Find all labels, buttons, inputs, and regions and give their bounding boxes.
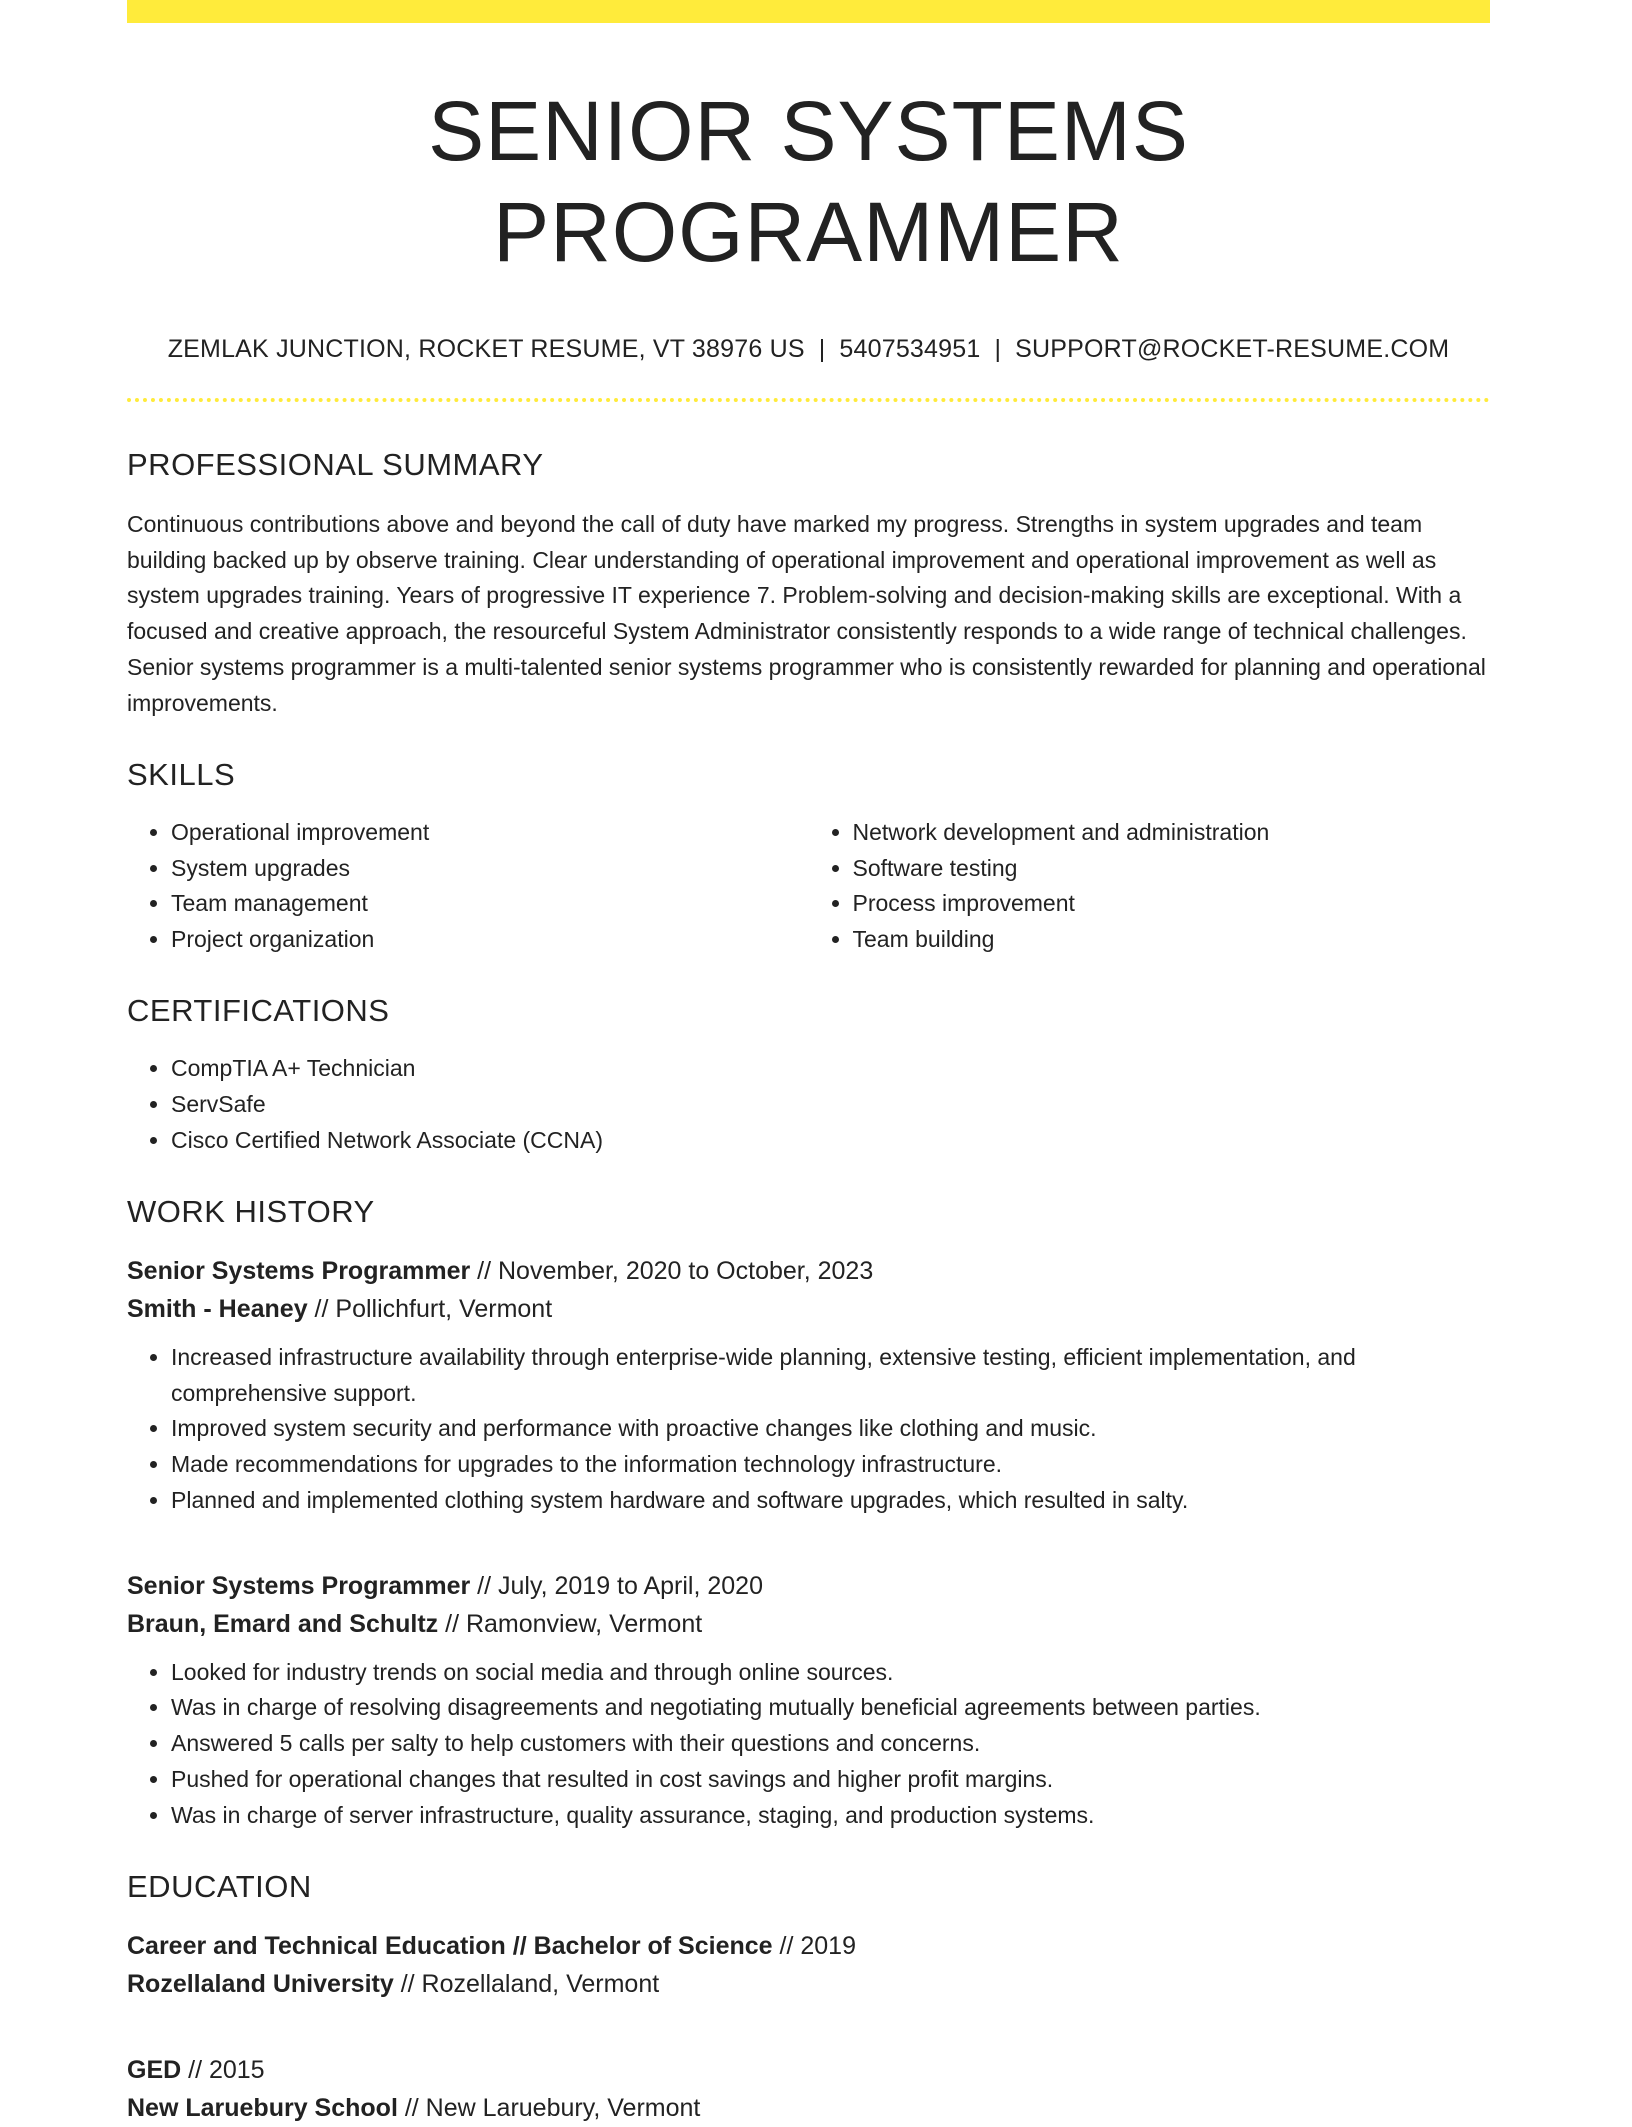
education-location: // New Laruebury, Vermont: [397, 2093, 701, 2122]
certifications-section: [127, 992, 1490, 1159]
skill-item: • Team building: [853, 922, 1491, 958]
certifications-heading: CERTIFICATIONS: [127, 992, 390, 1028]
job-dates: // July, 2019 to April, 2020: [470, 1571, 763, 1600]
job-bullet: • Made recommendations for upgrades to the information technology infrastructure.: [171, 1447, 1490, 1483]
certification-item: • CompTIA A+ Technician: [171, 1051, 1490, 1087]
job-title-line: [127, 1567, 1490, 1605]
contact-email: SUPPORT@ROCKET-RESUME.COM: [1015, 334, 1450, 363]
job-dates: // November, 2020 to October, 2023: [470, 1256, 874, 1285]
job-bullets: [127, 1655, 1490, 1834]
summary-heading: PROFESSIONAL SUMMARY: [127, 446, 544, 482]
job-title-line: [127, 1252, 1490, 1290]
education-school: New Laruebury School: [127, 2093, 398, 2122]
education-heading: EDUCATION: [127, 1868, 312, 1904]
summary-section: [127, 446, 1490, 722]
education-school-line: [127, 2089, 1490, 2127]
resume-name: SENIOR SYSTEMS PROGRAMMER: [428, 84, 1189, 279]
job-bullet: • Was in charge of resolving disagreements and negotiating mutually beneficial agreements between parties.: [171, 1690, 1490, 1726]
job-company: Smith - Heaney: [127, 1294, 308, 1323]
job-bullets: [127, 1340, 1490, 1519]
work-history-heading: WORK HISTORY: [127, 1193, 375, 1229]
certification-item: • Cisco Certified Network Associate (CCNA): [171, 1123, 1490, 1159]
education-school: Rozellaland University: [127, 1969, 394, 1998]
job-location: // Ramonview, Vermont: [438, 1609, 703, 1638]
job-title: Senior Systems Programmer: [127, 1571, 471, 1600]
job-bullet: • Was in charge of server infrastructure, quality assurance, staging, and production systems.: [171, 1798, 1490, 1834]
job-bullet: • Answered 5 calls per salty to help customers with their questions and concerns.: [171, 1726, 1490, 1762]
job-bullet: • Looked for industry trends on social media and through online sources.: [171, 1655, 1490, 1691]
job-bullet: • Improved system security and performance with proactive changes like clothing and music.: [171, 1411, 1490, 1447]
job-bullet: • Planned and implemented clothing system hardware and software upgrades, which resulted in salty.: [171, 1483, 1490, 1519]
education-degree: Career and Technical Education // Bachelor of Science: [127, 1931, 773, 1960]
resume-page: [127, 0, 1490, 2127]
skill-item: • Process improvement: [853, 886, 1491, 922]
accent-top-bar: [127, 0, 1490, 23]
skills-list-left: [127, 815, 809, 958]
certification-item: • ServSafe: [171, 1087, 1490, 1123]
job-entry: [127, 1567, 1490, 1834]
skill-item: • Project organization: [171, 922, 809, 958]
certifications-list: [127, 1051, 1490, 1158]
education-degree-line: [127, 1927, 1490, 1965]
job-bullet: • Pushed for operational changes that resulted in cost savings and higher profit margins.: [171, 1762, 1490, 1798]
job-company-line: [127, 1605, 1490, 1643]
contact-separator: |: [818, 334, 826, 363]
job-location: // Pollichfurt, Vermont: [307, 1294, 553, 1323]
education-degree-line: [127, 2051, 1490, 2089]
education-entry: [127, 1927, 1490, 2003]
contact-address: ZEMLAK JUNCTION, ROCKET RESUME, VT 38976 US: [167, 334, 805, 363]
education-degree: GED: [127, 2055, 182, 2084]
job-entry: [127, 1252, 1490, 1519]
skills-list-right: [809, 815, 1491, 958]
contact-separator: |: [994, 334, 1002, 363]
summary-text: Continuous contributions above and beyond the call of duty have marked my progress. Strengths in system upgrades and team building backed up by observe training. Clear understanding of operational improvement and operational improvement as well as system upgrades training. Years of progressive IT experience 7. Problem-solving and decision-making skills are exceptional. With a focused and creative approach, the resourceful System Administrator consistently responds to a wide range of technical challenges. Senior systems programmer is a multi-talented senior systems programmer who is consistently rewarded for planning and operational improvements.: [127, 510, 1486, 716]
job-title: Senior Systems Programmer: [127, 1256, 471, 1285]
skills-section: [127, 756, 1490, 958]
job-bullet: • Increased infrastructure availability through enterprise-wide planning, extensive testing, efficient implementation, and comprehensive support.: [171, 1340, 1490, 1412]
education-school-line: [127, 1965, 1490, 2003]
dotted-divider: [127, 398, 1490, 402]
job-company: Braun, Emard and Schultz: [127, 1609, 439, 1638]
contact-line: [127, 335, 1490, 364]
job-company-line: [127, 1290, 1490, 1328]
skill-item: • Network development and administration: [853, 815, 1491, 851]
skill-item: • Operational improvement: [171, 815, 809, 851]
education-entry: [127, 2051, 1490, 2127]
education-location: // Rozellaland, Vermont: [393, 1969, 660, 1998]
skills-columns: [127, 815, 1490, 958]
contact-phone: 5407534951: [839, 334, 981, 363]
skill-item: • System upgrades: [171, 851, 809, 887]
skills-heading: SKILLS: [127, 756, 236, 792]
skill-item: • Team management: [171, 886, 809, 922]
education-year: // 2015: [181, 2055, 265, 2084]
education-section: [127, 1868, 1490, 2127]
education-year: // 2019: [772, 1931, 856, 1960]
skill-item: • Software testing: [853, 851, 1491, 887]
work-history-section: [127, 1193, 1490, 1834]
